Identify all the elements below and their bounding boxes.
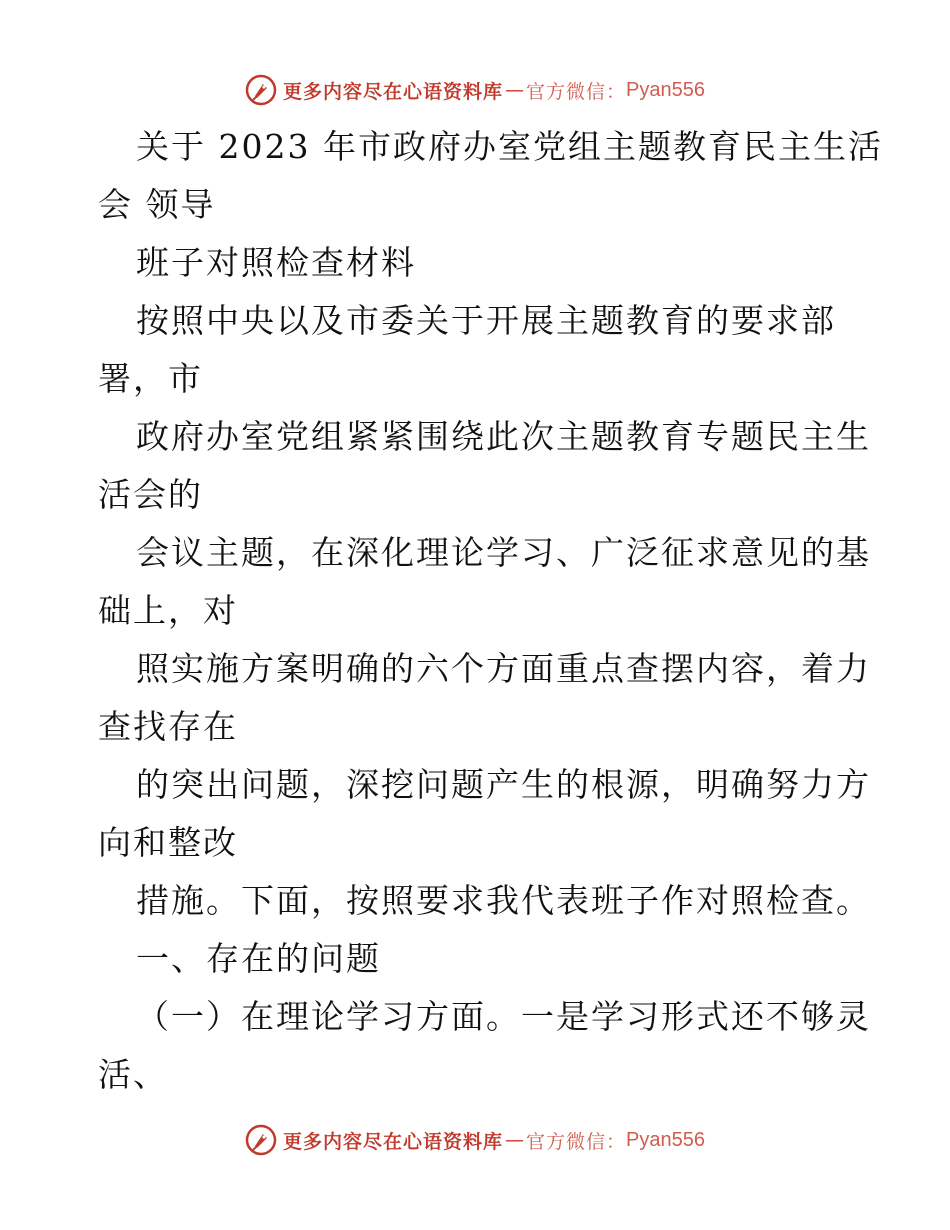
- watermark-text: 更多内容尽在心语资料库: [283, 1130, 504, 1153]
- document-line: 向和整改: [98, 823, 238, 862]
- watermark-wechat-id: Pyan556: [626, 1128, 705, 1151]
- watermark-text: 更多内容尽在心语资料库: [283, 80, 504, 103]
- watermark-separator: —: [505, 79, 525, 101]
- document-line: 查找存在: [98, 707, 238, 746]
- section-heading: 一、存在的问题: [136, 939, 381, 978]
- pen-nib-logo-icon: [245, 74, 277, 106]
- document-line: 会 领导: [98, 185, 216, 224]
- document-line: 关于 2023 年市政府办室党组主题教育民主生活: [136, 127, 883, 166]
- document-line: 础上，对: [98, 591, 238, 630]
- document-line: 措施。下面，按照要求我代表班子作对照检查。: [136, 881, 871, 920]
- pen-nib-logo-icon: [245, 1124, 277, 1156]
- document-line: 活、: [98, 1055, 168, 1094]
- watermark-official-label: 官方微信：: [526, 80, 627, 103]
- document-line: 署，市: [98, 359, 203, 398]
- document-line: 会议主题，在深化理论学习、广泛征求意见的基: [136, 533, 871, 572]
- document-line: 照实施方案明确的六个方面重点查摆内容，着力: [136, 649, 871, 688]
- header-watermark: [0, 70, 950, 110]
- watermark-wechat-id: Pyan556: [626, 78, 705, 101]
- watermark-separator: —: [505, 1129, 525, 1151]
- document-body: [98, 118, 883, 1104]
- footer-watermark: [0, 1120, 950, 1160]
- document-line: 活会的: [98, 475, 203, 514]
- document-line: 按照中央以及市委关于开展主题教育的要求部: [136, 301, 836, 340]
- document-line: （一）在理论学习方面。一是学习形式还不够灵: [136, 997, 871, 1036]
- watermark-official-label: 官方微信：: [526, 1130, 627, 1153]
- document-line: 政府办室党组紧紧围绕此次主题教育专题民主生: [136, 417, 871, 456]
- document-line: 班子对照检查材料: [136, 243, 416, 282]
- document-line: 的突出问题，深挖问题产生的根源，明确努力方: [136, 765, 871, 804]
